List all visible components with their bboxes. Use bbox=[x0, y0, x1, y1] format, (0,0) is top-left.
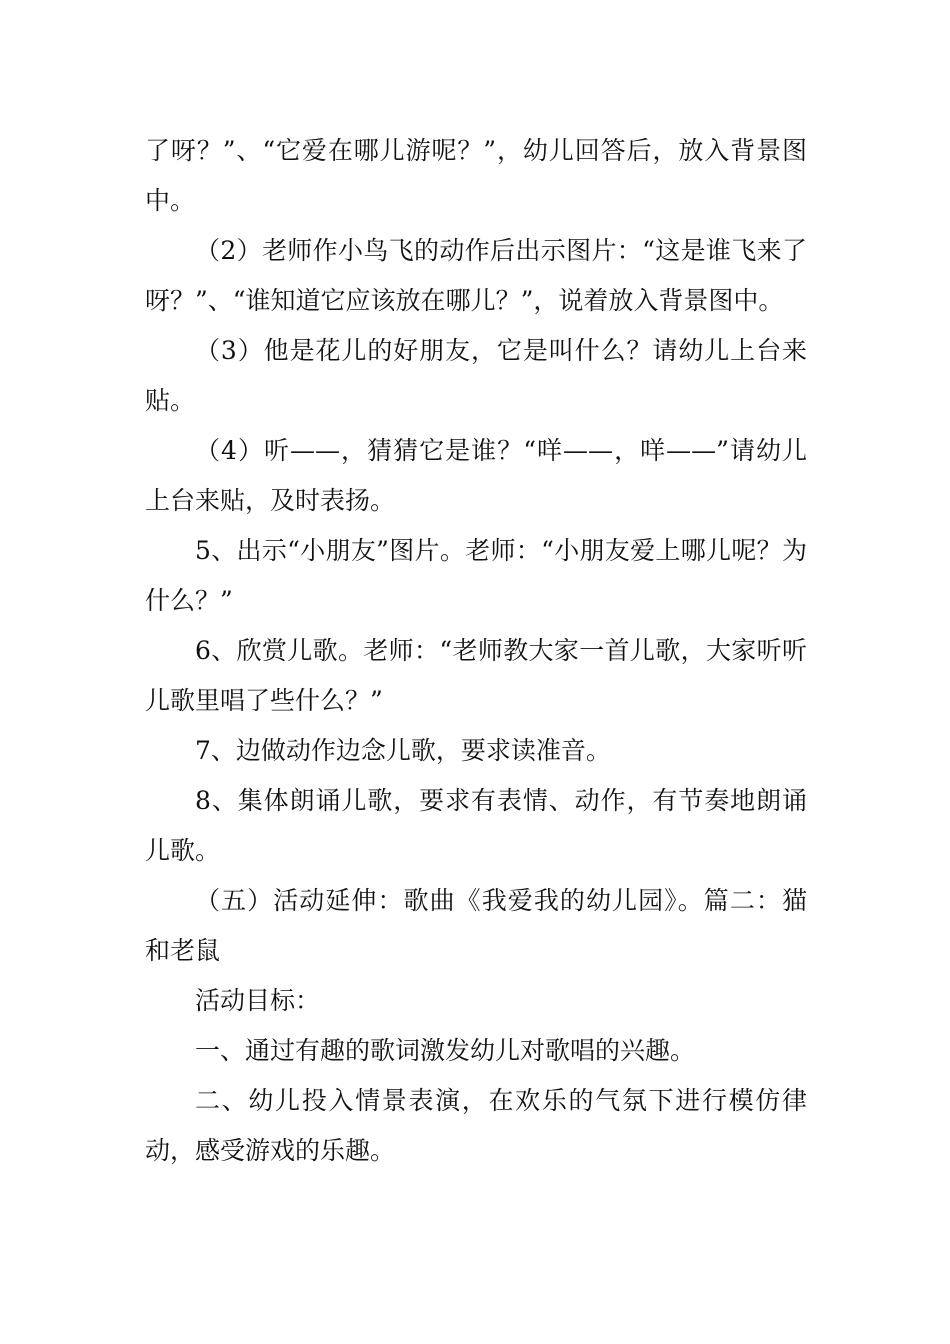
paragraph-continuation: 了呀？”、“它爱在哪儿游呢？”，幼儿回答后，放入背景图中。 bbox=[145, 136, 807, 215]
document-body bbox=[145, 126, 807, 1176]
paragraph-goals-heading: 活动目标： bbox=[195, 986, 321, 1015]
paragraph-extension: （五）活动延伸：歌曲《我爱我的幼儿园》。篇二：猫和老鼠 bbox=[145, 886, 807, 965]
paragraph-item-6: 6、欣赏儿歌。老师：“老师教大家一首儿歌，大家听听儿歌里唱了些什么？” bbox=[145, 636, 807, 715]
paragraph-item-5: 5、出示“小朋友”图片。老师：“小朋友爱上哪儿呢？为什么？” bbox=[145, 536, 807, 615]
paragraph-item-8: 8、集体朗诵儿歌，要求有表情、动作，有节奏地朗诵儿歌。 bbox=[145, 786, 807, 865]
paragraph-goal-1: 一、通过有趣的歌词激发幼儿对歌唱的兴趣。 bbox=[195, 1036, 696, 1065]
paragraph-step-3: （3）他是花儿的好朋友，它是叫什么？请幼儿上台来贴。 bbox=[145, 336, 807, 415]
paragraph-step-4: （4）听——，猜猜它是谁？“咩——，咩——”请幼儿上台来贴，及时表扬。 bbox=[145, 436, 807, 515]
paragraph-goal-2: 二、幼儿投入情景表演，在欢乐的气氛下进行模仿律动，感受游戏的乐趣。 bbox=[145, 1086, 807, 1165]
paragraph-item-7: 7、边做动作边念儿歌，要求读准音。 bbox=[195, 736, 611, 765]
paragraph-step-2: （2）老师作小鸟飞的动作后出示图片：“这是谁飞来了呀？”、“谁知道它应该放在哪儿？”，说着放入背景图中。 bbox=[145, 236, 807, 315]
